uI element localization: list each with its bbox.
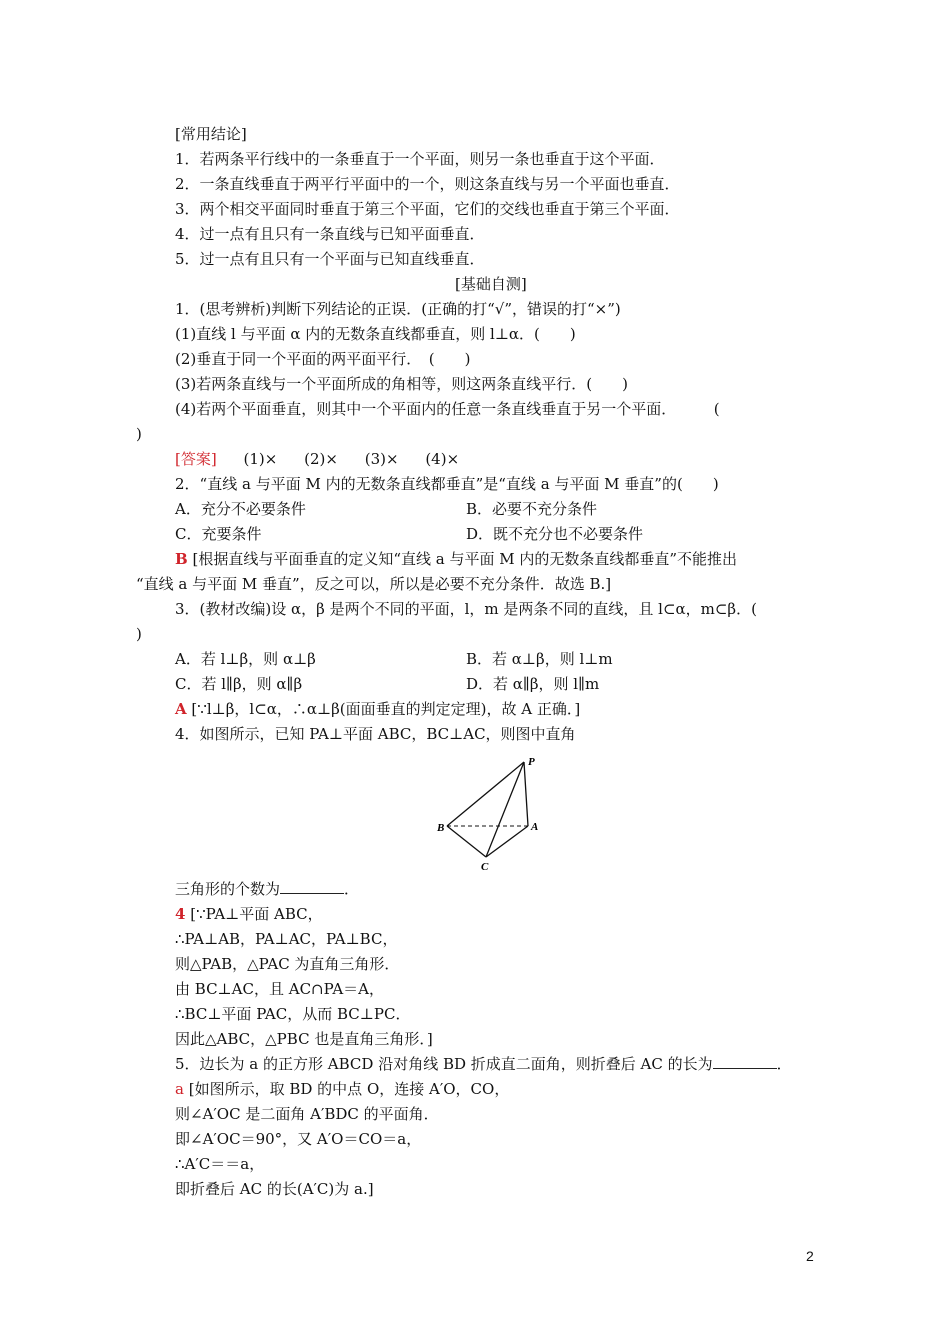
q4-stem-end: ． <box>344 880 360 898</box>
q1-stem: 1．(思考辨析)判断下列结论的正误．(正确的打“√”，错误的打“×”) <box>175 300 621 318</box>
page-number: 2 <box>806 1248 814 1264</box>
q1-item-3: (3)若两条直线与一个平面所成的角相等，则这两条直线平行．( ) <box>175 375 628 393</box>
common-item-2: 2．一条直线垂直于两平行平面中的一个，则这条直线与另一个平面也垂直． <box>175 175 680 193</box>
q4-explain-1 <box>175 904 323 924</box>
q4-explain-text-1: [∵PA⊥平面 ABC， <box>190 905 323 923</box>
q2-option-c: C．充要条件 <box>175 525 262 543</box>
q2-option-b: B．必要不充分条件 <box>466 500 598 518</box>
q2-explain-1 <box>175 549 737 569</box>
q3-wrap: ) <box>136 625 142 643</box>
answer-3: (3)× <box>364 450 399 468</box>
answer-tag: [答案] <box>175 450 217 468</box>
q5-stem-end: ． <box>776 1055 792 1073</box>
q2-option-a: A．充分不必要条件 <box>175 500 306 518</box>
q5-answer-value: a <box>175 1080 184 1098</box>
edge-bc <box>447 826 486 857</box>
edge-pa <box>524 762 528 826</box>
answer-1: (1)× <box>243 450 278 468</box>
q1-answer <box>175 449 459 469</box>
answer-2: (2)× <box>304 450 338 468</box>
q4-explain-5: ∴BC⊥平面 PAC，从而 BC⊥PC． <box>175 1005 411 1023</box>
q5-stem <box>175 1054 792 1074</box>
q5-explain-1 <box>175 1079 509 1099</box>
q2-explain-text: [根据直线与平面垂直的定义知“直线 a 与平面 M 内的无数条直线都垂直”不能推出 <box>192 550 738 568</box>
answer-4: (4)× <box>425 450 460 468</box>
q5-explain-4: ∴A′C＝＝a， <box>175 1155 265 1173</box>
q4-blank <box>280 879 344 894</box>
q5-explain-2: 则∠A′OC 是二面角 A′BDC 的平面角． <box>175 1105 439 1123</box>
q5-explain-3: 即∠A′OC＝90°，又 A′O＝CO＝a， <box>175 1130 422 1148</box>
common-item-3: 3．两个相交平面同时垂直于第三个平面，它们的交线也垂直于第三个平面． <box>175 200 680 218</box>
q3-explain <box>175 699 580 719</box>
common-heading: [常用结论] <box>175 125 247 143</box>
q3-answer-letter: A <box>175 700 187 718</box>
selftest-heading: [基础自测] <box>455 275 527 293</box>
common-item-4: 4．过一点有且只有一条直线与已知平面垂直． <box>175 225 485 243</box>
q1-item-2: (2)垂直于同一个平面的两平面平行． ( ) <box>175 350 471 368</box>
q5-explain-5: 即折叠后 AC 的长(A′C)为 a.] <box>175 1180 374 1198</box>
label-c: C <box>481 861 489 873</box>
q2-stem: 2．“直线 a 与平面 M 内的无数条直线都垂直”是“直线 a 与平面 M 垂直”的( ) <box>175 475 719 493</box>
q3-option-b: B．若 α⊥β，则 l⊥m <box>466 650 613 668</box>
q1-item-1: (1)直线 l 与平面 α 内的无数条直线都垂直，则 l⊥α．( ) <box>175 325 576 343</box>
q4-explain-2: ∴PA⊥AB，PA⊥AC，PA⊥BC， <box>175 930 398 948</box>
q4-explain-3: 则△PAB，△PAC 为直角三角形． <box>175 955 400 973</box>
label-b: B <box>437 822 445 834</box>
q2-answer-letter: B <box>175 550 188 568</box>
label-a: A <box>531 821 539 833</box>
q5-explain-text-1: [如图所示，取 BD 的中点 O，连接 A′O，CO， <box>188 1080 510 1098</box>
pyramid-figure <box>430 752 550 874</box>
q1-item-4: (4)若两个平面垂直，则其中一个平面内的任意一条直线垂直于另一个平面． ( <box>175 400 720 418</box>
q2-explain-2: “直线 a 与平面 M 垂直”，反之可以，所以是必要不充分条件．故选 B.] <box>136 575 612 593</box>
q4-stem-cont <box>175 879 359 899</box>
common-item-1: 1．若两条平行线中的一条垂直于一个平面，则另一条也垂直于这个平面． <box>175 150 665 168</box>
q4-explain-6: 因此△ABC，△PBC 也是直角三角形．] <box>175 1030 433 1048</box>
q5-stem-text: 5．边长为 a 的正方形 ABCD 沿对角线 BD 折成直二面角，则折叠后 AC 的长为 <box>175 1055 713 1073</box>
q4-stem: 4．如图所示，已知 PA⊥平面 ABC，BC⊥AC，则图中直角 <box>175 725 576 743</box>
label-p: P <box>528 756 535 768</box>
q3-option-d: D．若 α∥β，则 l∥m <box>466 675 600 693</box>
q4-stem-cont-text: 三角形的个数为 <box>175 880 281 898</box>
q4-answer-value: 4 <box>175 905 186 923</box>
q4-explain-4: 由 BC⊥AC，且 AC∩PA＝A， <box>175 980 384 998</box>
q1-wrap: ) <box>136 425 142 443</box>
common-item-5: 5．过一点有且只有一个平面与已知直线垂直． <box>175 250 485 268</box>
q3-option-a: A．若 l⊥β，则 α⊥β <box>175 650 316 668</box>
q5-blank <box>713 1054 777 1069</box>
q3-option-c: C．若 l∥β，则 α∥β <box>175 675 303 693</box>
q3-stem: 3．(教材改编)设 α，β 是两个不同的平面，l，m 是两条不同的直线，且 l⊂α，m⊂β．( <box>175 600 757 618</box>
q3-explain-text: [∵l⊥β，l⊂α，∴α⊥β(面面垂直的判定定理)，故 A 正确．] <box>191 700 581 718</box>
q2-option-d: D．既不充分也不必要条件 <box>466 525 644 543</box>
edge-pb <box>447 762 524 826</box>
